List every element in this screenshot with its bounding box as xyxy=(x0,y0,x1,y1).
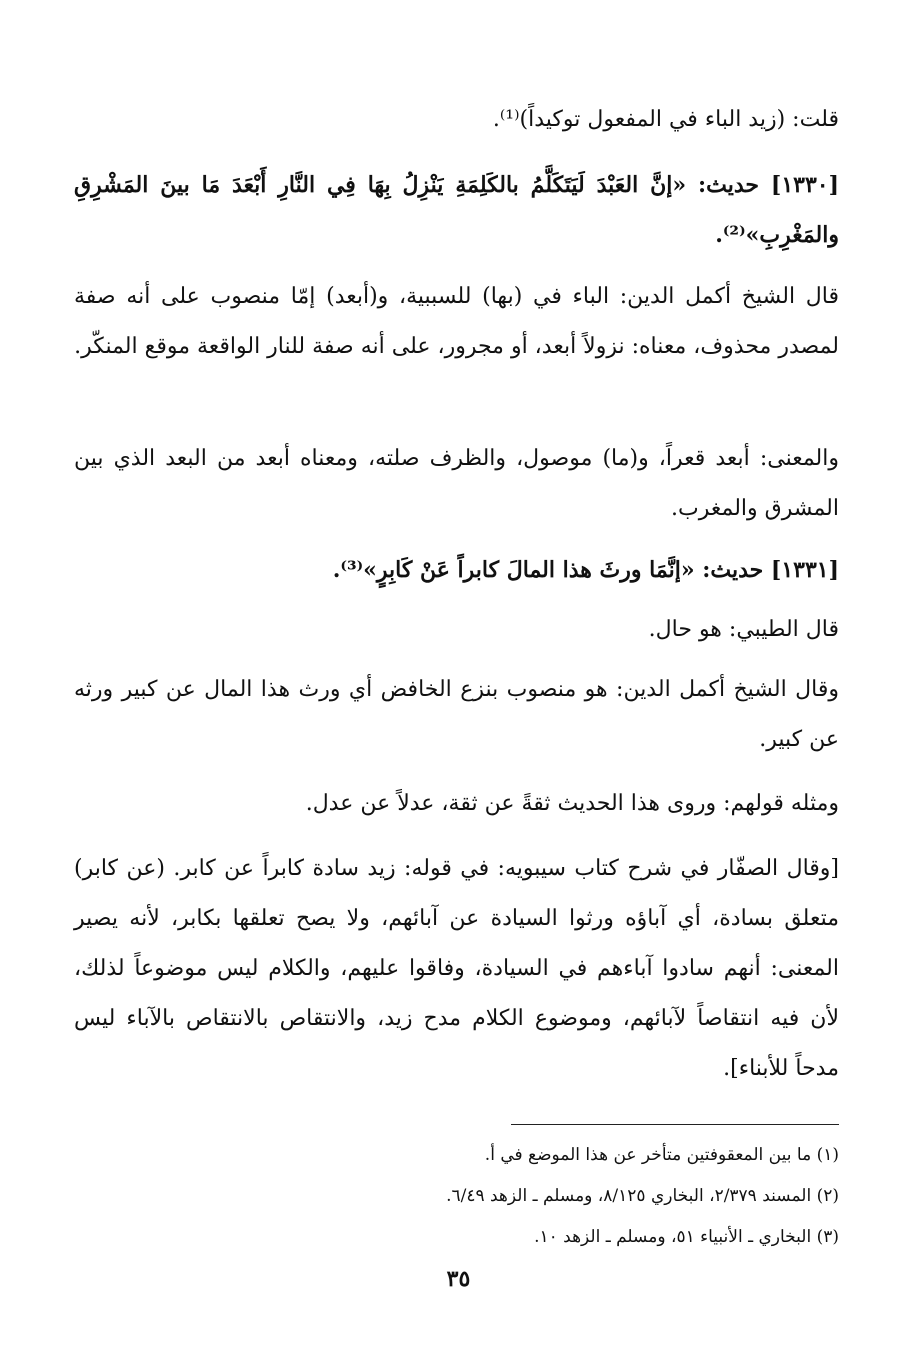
paragraph-tibi: قال الطيبي: هو حال. xyxy=(648,617,839,642)
paragraph-saffar: [وقال الصفّار في شرح كتاب سيبويه: في قوله: زيد سادة كابراً عن كابر. (عن كابر) متعلق بسادة، أي آباؤه ورثوا السيادة عن آبائهم، ولا يصح تعلقها بكابر، لأنه يصير المعنى: أنهم سادوا آباءهم في السيادة، وفاقوا عليهم، والكلام ليس موضوعاً لذلك، لأن فيه انتقاصاً لآبائهم، وموضوع الكلام مدح زيد، والانتقاص بالانتقاص بالآباء ليس مدحاً للأبناء]. xyxy=(74,856,839,1081)
paragraph-1: قلت: (زيد الباء في المفعول توكيداً)⁽¹⁾. xyxy=(492,107,839,132)
footnote-3: (٣) البخاري ـ الأنبياء ٥١، ومسلم ـ الزهد ١٠. xyxy=(534,1227,839,1247)
page-number: ٣٥ xyxy=(446,1266,471,1292)
paragraph-similar: ومثله قولهم: وروى هذا الحديث ثقةً عن ثقة، عدلاً عن عدل. xyxy=(305,791,839,816)
footnote-2: (٢) المسند ٢/٣٧٩، البخاري ٨/١٢٥، ومسلم ـ الزهد ٦/٤٩. xyxy=(446,1186,839,1206)
paragraph-akmal-2: وقال الشيخ أكمل الدين: هو منصوب بنزع الخافض أي ورث هذا المال عن كبير ورثه عن كبير. xyxy=(74,677,839,752)
footnote-divider xyxy=(511,1124,839,1125)
hadith-1331: [١٣٣١] حديث: «إنَّمَا ورثَ هذا المالَ كابراً عَنْ كَابِرٍ»⁽³⁾. xyxy=(332,557,839,583)
paragraph-meaning: والمعنى: أبعد قعراً، و(ما) موصول، والظرف صلته، ومعناه أبعد من البعد الذي بين المشرق والمغرب. xyxy=(74,446,839,521)
paragraph-akmal-1: قال الشيخ أكمل الدين: الباء في (بها) للسببية، و(أبعد) إمّا منصوب على أنه صفة لمصدر محذوف، معناه: نزولاً أبعد، أو مجرور، على أنه صفة للنار الواقعة موقع المنكّر. xyxy=(74,284,839,359)
footnote-1: (١) ما بين المعقوفتين متأخر عن هذا الموضع في أ. xyxy=(484,1145,839,1165)
hadith-1330: [١٣٣٠] حديث: «إنَّ العَبْدَ لَيَتَكَلَّمُ بالكَلِمَةِ يَنْزِلُ بِهَا فِي النَّارِ أَبْعَدَ مَا بينَ المَشْرِقِ والمَغْرِبِ»⁽²⁾. xyxy=(74,172,839,248)
